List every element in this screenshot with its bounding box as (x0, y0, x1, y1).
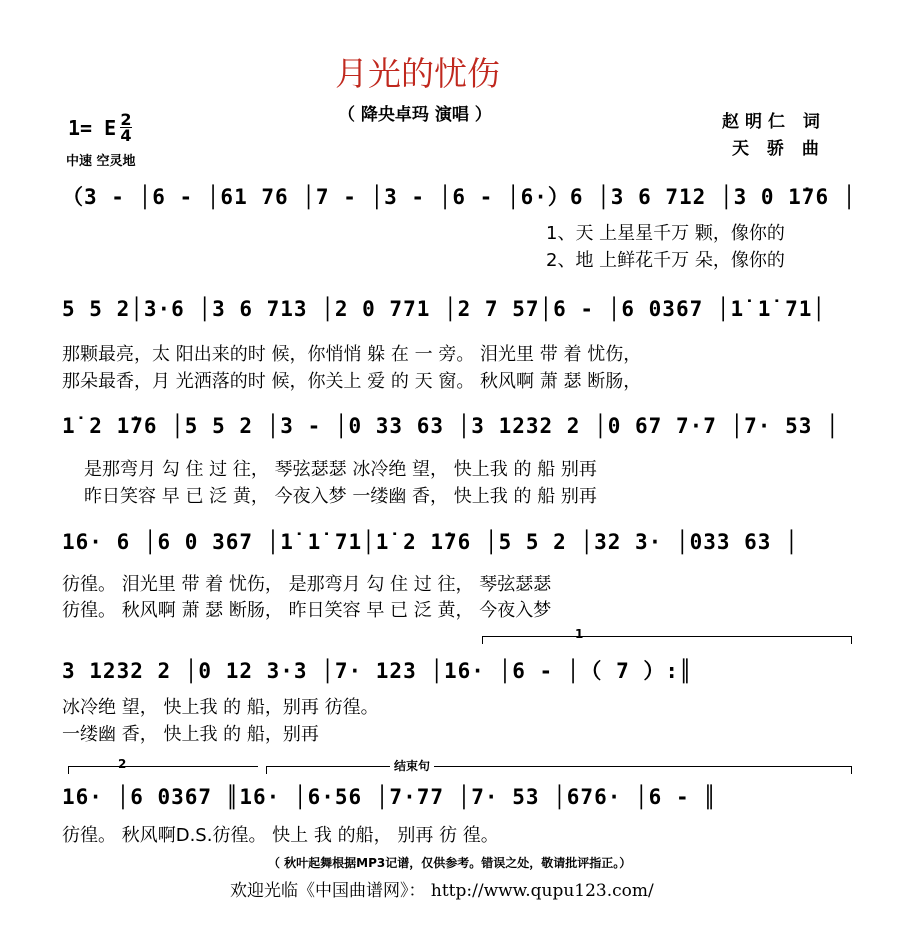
transcription-note: （ 秋叶起舞根据MP3记谱，仅供参考。错误之处，敬请批评指正。） (268, 856, 632, 870)
lyrics-row-6: 彷徨。 秋风啊D.S.彷徨。 快上 我 的船， 别再 彷 徨。 (62, 825, 499, 846)
ending-tick-end (851, 766, 852, 774)
lyrics-row-5-verse-1: 冰冷绝 望， 快上我 的 船，别再 彷徨。 (62, 697, 379, 718)
lyrics-row-1-verse-2: 2、地 上鲜花千万 朵，像你的 (546, 250, 785, 271)
volta-1-tick (482, 636, 483, 644)
composer-credit: 天 骄 曲 (732, 139, 825, 159)
lyrics-row-3-verse-2: 昨日笑容 早 已 泛 黄， 今夜入梦 一缕幽 香， 快上我 的 船 别再 (84, 486, 597, 507)
volta-2-bracket (68, 766, 258, 767)
notation-row-6: 16· │6 0367 ║16· │6·56 │7·77 │7· 53 │676· │6 - ║ (62, 785, 717, 809)
ending-tick (266, 766, 267, 774)
website-credit: 欢迎光临《中国曲谱网》： http://www.qupu123.com/ (230, 881, 654, 901)
lyrics-row-4-verse-1: 彷徨。 泪光里 带 着 忧伤， 是那弯月 勾 住 过 往， 琴弦瑟瑟 (62, 574, 552, 595)
notation-row-2: 5 5 2│3·6 │3 6 713 │2 0 771 │2 7 57│6 - │6 0367 │1̇ 1̇ 71│ (62, 297, 827, 321)
lyrics-row-3-verse-1: 是那弯月 勾 住 过 往， 琴弦瑟瑟 冰冷绝 望， 快上我 的 船 别再 (84, 459, 597, 480)
lyrics-row-5-verse-2: 一缕幽 香， 快上我 的 船，别再 (62, 724, 319, 745)
key-signature: 1= E (68, 116, 117, 140)
time-signature-bottom: 4 (120, 126, 132, 145)
notation-row-4: 16· 6 │6 0 367 │1̇ 1̇ 71│1̇ 2 1̇76 │5 5 2 │32 3· │033 63 │ (62, 530, 799, 554)
volta-1-label: 1 (575, 627, 584, 641)
lyrics-row-1-verse-1: 1、天 上星星千万 颗，像你的 (546, 223, 785, 244)
ending-label: 结束句 (390, 757, 434, 774)
time-signature-top: 2 (120, 110, 132, 129)
volta-1-tick-end (851, 636, 852, 644)
lyrics-row-4-verse-2: 彷徨。 秋风啊 萧 瑟 断肠， 昨日笑容 早 已 泛 黄， 今夜入梦 (62, 600, 552, 621)
song-title: 月光的忧伤 (335, 54, 500, 93)
tempo-marking: 中速 空灵地 (66, 154, 136, 169)
notation-row-5: 3 1232 2 │0 12 3·3 │7· 123 │16· │6 - │（ 7 ）:║ (62, 659, 693, 683)
time-signature (120, 112, 132, 143)
lyrics-row-2-verse-1: 那颗最亮，太 阳出来的时 候，你悄悄 躲 在 一 旁。 泪光里 带 着 忧伤， (62, 344, 642, 365)
lyrics-row-2-verse-2: 那朵最香，月 光洒落的时 候，你关上 爱 的 天 窗。 秋风啊 萧 瑟 断肠， (62, 371, 642, 392)
volta-1-bracket (482, 636, 852, 637)
ending-bracket (266, 766, 852, 767)
volta-2-label: 2 (118, 757, 127, 771)
notation-row-3: 1̇ 2 1̇76 │5 5 2 │3 - │0 33 63 │3 1232 2 │0 67 7·7 │7· 53 │ (62, 414, 840, 438)
lyricist-credit: 赵明仁 词 (722, 112, 826, 132)
performer-subtitle: （ 降央卓玛 演唱 ） (338, 105, 492, 125)
notation-row-1: （3 - │6 - │61 76 │7 - │3 - │6 - │6·）6 │3 6 712 │3 0 1̇76 │ (62, 185, 857, 209)
volta-2-tick (68, 766, 69, 774)
